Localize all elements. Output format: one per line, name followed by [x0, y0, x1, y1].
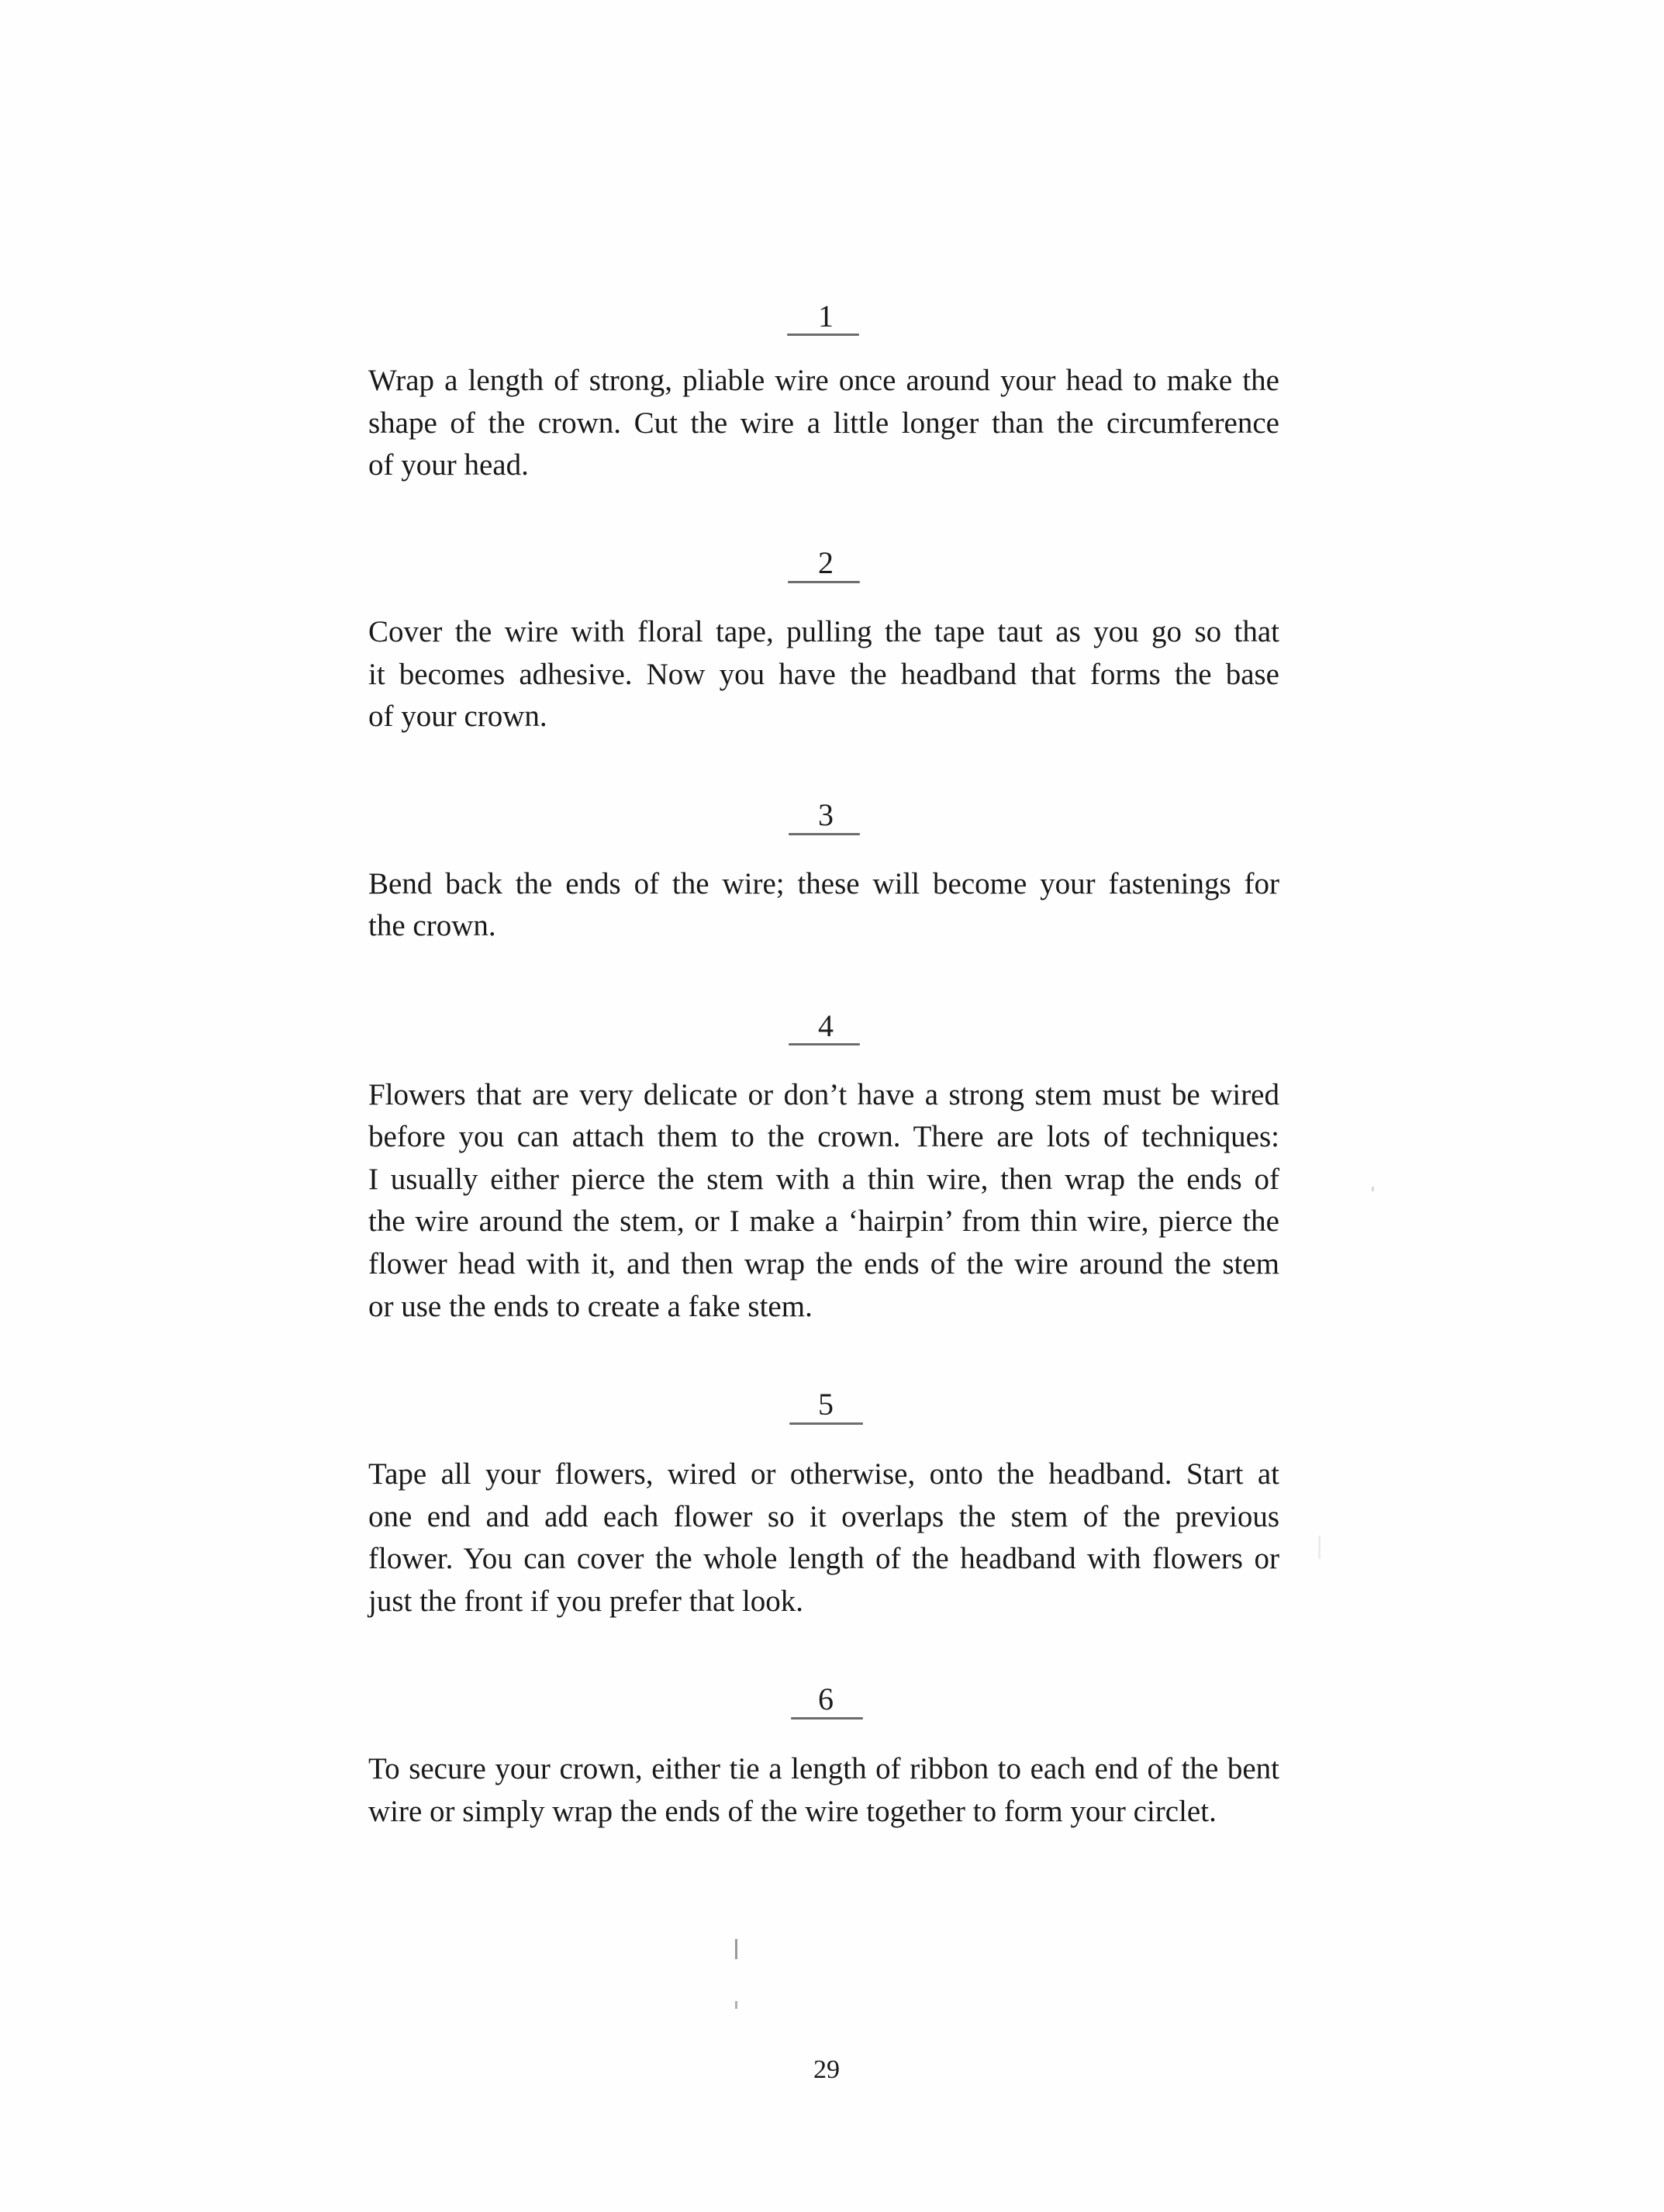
step-text-line: or use the ends to create a fake stem. [368, 1290, 813, 1323]
step-text-line: of your head. [368, 448, 529, 482]
step-text-line: Wrap a length of strong, pliable wire once around your head to make the [368, 364, 1279, 397]
step-text-line: wire or simply wrap the ends of the wire together to form your circlet. [368, 1795, 1217, 1828]
step-divider [789, 1422, 863, 1425]
step-text-line: Flowers that are very delicate or don’t have a strong stem must be wired [368, 1078, 1279, 1111]
step-text-line: just the front if you prefer that look. [368, 1585, 804, 1618]
step-text-line: I usually either pierce the stem with a thin wire, then wrap the ends of [368, 1163, 1279, 1196]
step-text-line: Cover the wire with floral tape, pulling the tape taut as you go so that [368, 615, 1279, 648]
step-text-line: the crown. [368, 909, 496, 942]
step-number: 5 [818, 1387, 834, 1422]
step-divider [789, 833, 860, 835]
step-divider [787, 334, 859, 336]
step-number: 4 [818, 1008, 834, 1043]
scan-artifact [1318, 1536, 1320, 1559]
step-text-line: it becomes adhesive. Now you have the headband that forms the base [368, 658, 1279, 691]
page-number: 29 [813, 2055, 840, 2084]
step-text-line: Bend back the ends of the wire; these will become your fastenings for [368, 867, 1279, 900]
scan-artifact [1372, 1187, 1374, 1191]
step-text-line: before you can attach them to the crown. There are lots of techniques: [368, 1120, 1279, 1153]
step-divider [788, 581, 860, 583]
step-divider [791, 1717, 863, 1719]
step-divider [789, 1043, 860, 1046]
step-text-line: one end and add each flower so it overlaps the stem of the previous [368, 1500, 1279, 1533]
step-text-line: flower head with it, and then wrap the ends of the wire around the stem [368, 1247, 1279, 1281]
step-number: 2 [818, 545, 834, 580]
step-text-line: the wire around the stem, or I make a ‘hairpin’ from thin wire, pierce the [368, 1205, 1279, 1238]
step-text-line: flower. You can cover the whole length of the headband with flowers or [368, 1542, 1279, 1575]
step-text-line: To secure your crown, either tie a length of ribbon to each end of the bent [368, 1752, 1279, 1785]
step-number: 6 [818, 1681, 834, 1716]
step-text-line: Tape all your flowers, wired or otherwise, onto the headband. Start at [368, 1457, 1279, 1491]
scan-artifact [735, 1939, 737, 1959]
step-number: 3 [818, 797, 834, 832]
step-text-line: shape of the crown. Cut the wire a little longer than the circumference [368, 406, 1279, 440]
step-number: 1 [818, 299, 834, 334]
scan-artifact [735, 2001, 737, 2009]
step-text-line: of your crown. [368, 700, 547, 733]
